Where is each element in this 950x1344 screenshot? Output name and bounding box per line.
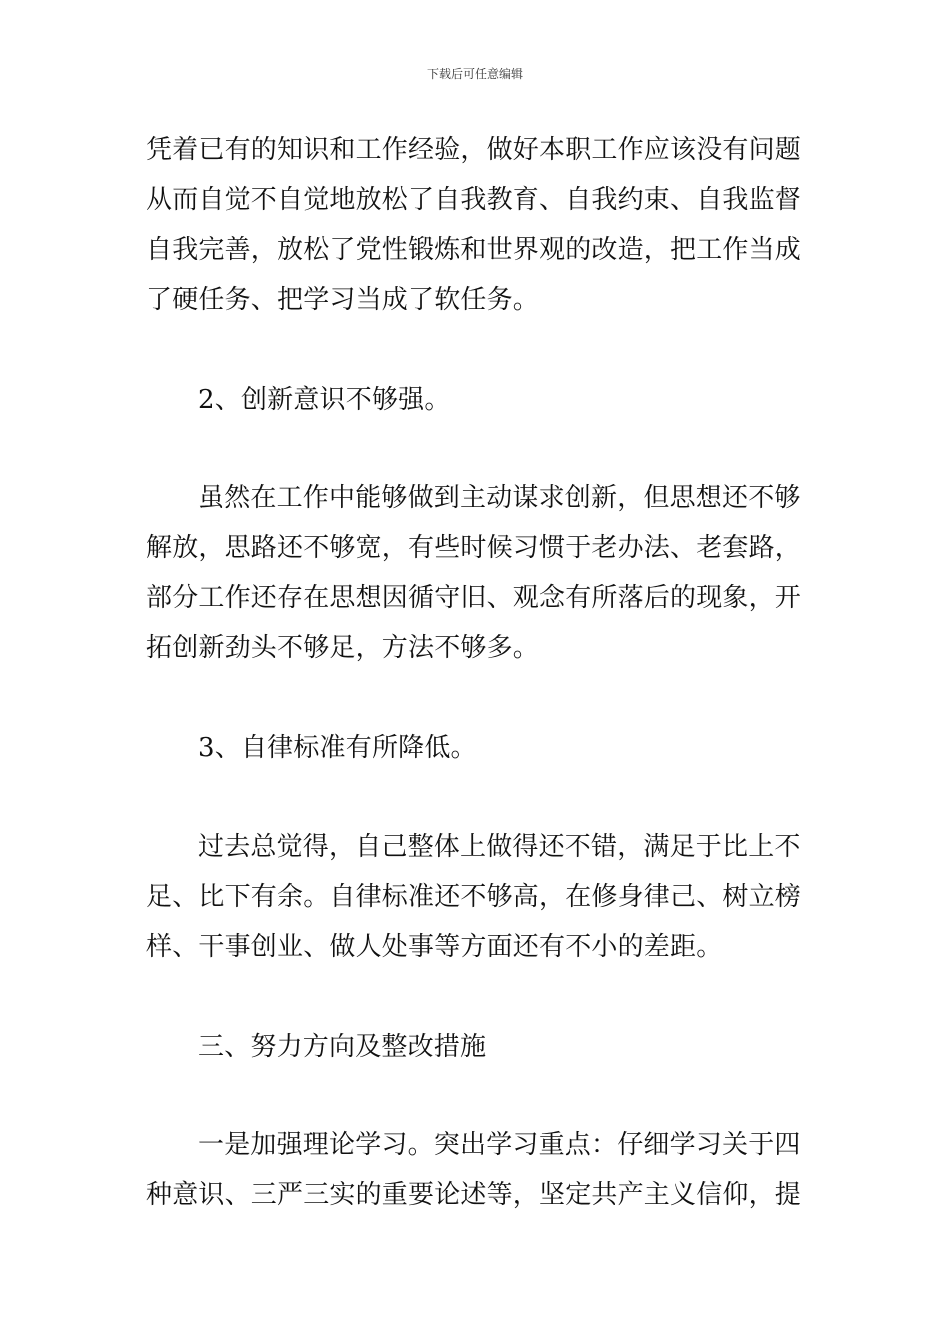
text-line: 种意识、三严三实的重要论述等，坚定共产主义信仰，提	[146, 1180, 802, 1210]
section-heading-3: 3、自律标准有所降低。	[198, 733, 477, 763]
text-line: 解放，思路还不够宽，有些时候习惯于老办法、老套路，	[146, 533, 802, 563]
text-line: 自我完善，放松了党性锻炼和世界观的改造，把工作当成	[146, 235, 802, 265]
text-line: 一是加强理论学习。突出学习重点：仔细学习关于四	[198, 1130, 801, 1160]
page-header: 下载后可任意编辑	[426, 67, 523, 81]
text-line: 足、比下有余。自律标准还不够高，在修身律己、树立榜	[146, 882, 802, 912]
section-heading-4: 三、努力方向及整改措施	[198, 1032, 487, 1062]
text-line: 凭着已有的知识和工作经验，做好本职工作应该没有问题	[146, 135, 802, 165]
text-line: 从而自觉不自觉地放松了自我教育、自我约束、自我监督	[146, 185, 802, 215]
text-line: 样、干事创业、做人处事等方面还有不小的差距。	[146, 932, 723, 962]
text-line: 虽然在工作中能够做到主动谋求创新，但思想还不够	[198, 483, 801, 513]
text-line: 过去总觉得，自己整体上做得还不错，满足于比上不	[198, 832, 801, 862]
text-line: 拓创新劲头不够足，方法不够多。	[146, 633, 540, 663]
text-line: 了硬任务、把学习当成了软任务。	[146, 285, 540, 315]
section-heading-2: 2、创新意识不够强。	[198, 385, 451, 415]
text-line: 部分工作还存在思想因循守旧、观念有所落后的现象，开	[146, 583, 802, 613]
